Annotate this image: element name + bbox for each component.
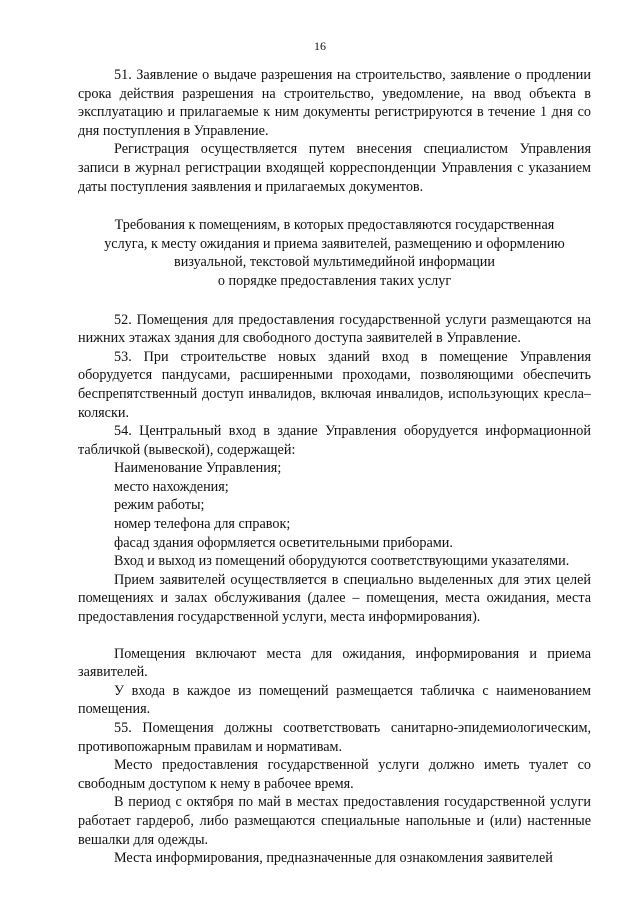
paragraph-toilet: Место предоставления государственной услуги должно иметь туалет со свободным доступом к нему в рабочее время. — [78, 757, 591, 792]
document-body — [78, 66, 591, 868]
paragraph-wardrobe: В период с октября по май в местах предоставления государственной услуги работает гардероб, либо размещаются специальные напольные и (или) настенные вешалки для одежды. — [78, 794, 591, 848]
paragraph-52: 52. Помещения для предоставления государственной услуги размещаются на нижних этажах здания для свободного доступа заявителей в Управление. — [78, 311, 591, 347]
paragraph-registration: Регистрация осуществляется путем внесения специалистом Управления записи в журнал регистрации входящей корреспонденции Управления с указанием даты поступления заявления и прилагаемых документов. — [78, 141, 591, 195]
list-item: фасад здания оформляется осветительными приборами. — [114, 534, 453, 551]
paragraph-51: 51. Заявление о выдаче разрешения на строительство, заявление о продлении срока действия разрешения на строительство, уведомление, на ввод объекта в эксплуатацию и прилагаемые к ним документы регистрируются в течение 1 дня со дня поступления в Управление. — [78, 67, 591, 139]
list-item: место нахождения; — [114, 478, 229, 495]
paragraph-rooms: Помещения включают места для ожидания, информирования и приема заявителей. — [78, 645, 591, 681]
page-number: 16 — [314, 39, 326, 53]
list-item: режим работы; — [114, 497, 205, 514]
paragraph-53: 53. При строительстве новых зданий вход в помещение Управления оборудуется пандусами, расширенными проходами, позволяющими обеспечить беспрепятственный доступ инвалидов, включая инвалидов, использующих кресла–коляски. — [78, 348, 591, 421]
heading-line: о порядке предоставления таких услуг — [217, 272, 452, 289]
paragraph-info-places: Места информирования, предназначенные для ознакомления заявителей — [114, 850, 553, 867]
heading-line: услуга, к месту ожидания и приема заявителей, размещению и оформлению — [104, 235, 565, 252]
paragraph-exit-signs: Вход и выход из помещений оборудуются соответствующими указателями. — [114, 553, 570, 570]
paragraph-54: 54. Центральный вход в здание Управления оборудуется информационной табличкой (вывеской), содержащей: — [78, 423, 591, 458]
paragraph-room-sign: У входа в каждое из помещений размещается табличка с наименованием помещения. — [78, 682, 591, 718]
section-heading — [78, 216, 591, 290]
heading-line: визуальной, текстовой мультимедийной информации — [174, 254, 495, 271]
list-item: номер телефона для справок; — [114, 516, 291, 533]
heading-line: Требования к помещениям, в которых предоставляются государственная — [114, 217, 555, 234]
paragraph-reception: Прием заявителей осуществляется в специально выделенных для этих целей помещениях и залах обслуживания (далее – помещения, места ожидания, места предоставления государственной услуги, места информирования). — [78, 571, 591, 626]
paragraph-55: 55. Помещения должны соответствовать санитарно-эпидемиологическим, противопожарным правилам и нормативам. — [78, 720, 591, 755]
list-item: Наименование Управления; — [114, 460, 282, 477]
